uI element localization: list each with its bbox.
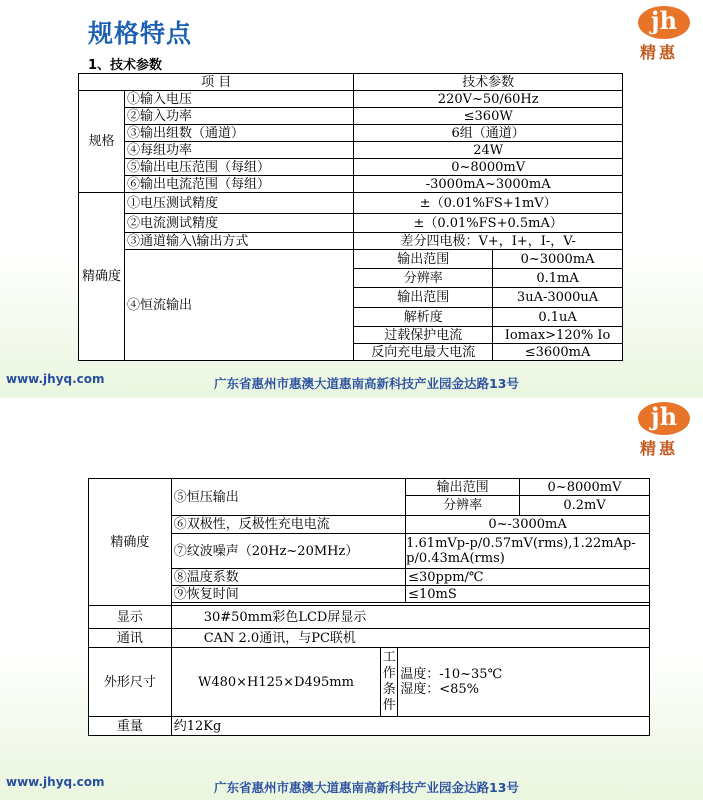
- ripple-value-cell: [406, 534, 650, 569]
- weight-value: 约12Kg: [171, 717, 649, 736]
- size-value: W480×H125×D495mm: [171, 648, 381, 717]
- row-item: ⑧温度系数: [171, 569, 405, 586]
- cc-output-label: ④恒流输出: [124, 250, 353, 361]
- cc-value: Iomax>120% Io: [493, 327, 623, 344]
- display-value: 30#50mm彩色LCD屏显示: [171, 606, 649, 629]
- cv-value: 0~8000mV: [520, 479, 650, 496]
- cc-key: 过载保护电流: [354, 327, 493, 344]
- company-logo: [635, 402, 695, 460]
- table-row: [79, 233, 623, 250]
- table-row: [79, 159, 623, 176]
- company-logo: [635, 6, 695, 64]
- row-value: 0~-3000mA: [406, 516, 650, 534]
- logo-text: 精惠: [640, 439, 679, 458]
- weight-label: 重量: [89, 717, 172, 736]
- cond-char: 件: [382, 698, 396, 713]
- group-accuracy: 精确度: [79, 193, 125, 361]
- cv-value: 0.2mV: [520, 496, 650, 516]
- header-item: 项 目: [79, 74, 354, 91]
- table-row: [89, 629, 650, 648]
- cv-key: 输出范围: [406, 479, 520, 496]
- table-row: [89, 569, 650, 586]
- logo-mark: jh: [638, 402, 690, 435]
- row-item: ⑤输出电压范围（每组）: [124, 159, 353, 176]
- cc-key: 输出范围: [354, 250, 493, 269]
- row-item: ①输入电压: [124, 91, 353, 108]
- cv-key: 分辨率: [406, 496, 520, 516]
- row-item: ②输入功率: [124, 108, 353, 125]
- cc-key: 反向充电最大电流: [354, 344, 493, 361]
- table-row: [79, 142, 623, 159]
- spec-table-1: [78, 73, 623, 361]
- cc-key: 分辨率: [354, 269, 493, 288]
- table-row: [79, 214, 623, 233]
- temp-range: 温度：-10~35℃: [400, 667, 503, 682]
- cc-key: 解析度: [354, 308, 493, 327]
- logo-text: 精惠: [640, 43, 679, 62]
- group-spec: 规格: [79, 91, 125, 193]
- footer-address: 广东省惠州市惠澳大道惠南高新科技产业园金达路13号: [214, 376, 519, 391]
- section-subtitle: 1、技术参数: [88, 58, 163, 73]
- table-row: [79, 125, 623, 142]
- row-item: ②电流测试精度: [124, 214, 353, 233]
- table-row: [79, 91, 623, 108]
- comm-label: 通讯: [89, 629, 172, 648]
- table-row: [79, 176, 623, 193]
- row-value: p/0.43mA(rms): [406, 551, 505, 566]
- cv-output-label: ⑤恒压输出: [171, 479, 405, 516]
- cc-key: 输出范围: [354, 288, 493, 308]
- display-label: 显示: [89, 606, 172, 629]
- header-param: 技术参数: [354, 74, 623, 91]
- row-value: 0~8000mV: [354, 159, 623, 176]
- table-row: [89, 516, 650, 534]
- table-row: [89, 606, 650, 629]
- cc-value: 3uA-3000uA: [493, 288, 623, 308]
- humidity-range: 湿度：<85%: [400, 682, 479, 697]
- cc-value: ≤3600mA: [493, 344, 623, 361]
- cond-char: 条: [382, 682, 396, 697]
- row-item: ⑦纹波噪声（20Hz~20MHz）: [171, 534, 405, 569]
- row-value: ≤10mS: [406, 586, 650, 603]
- table-row: [89, 586, 650, 603]
- work-condition-value: [398, 648, 650, 717]
- slide-2: [0, 400, 703, 800]
- row-item: ③通道输入\输出方式: [124, 233, 353, 250]
- spec-table-2: [88, 478, 650, 736]
- row-value: 1.61mVp-p/0.57mV(rms),1.22mAp-: [406, 536, 636, 551]
- comm-value: CAN 2.0通讯，与PC联机: [171, 629, 649, 648]
- row-value: 6组（通道）: [354, 125, 623, 142]
- row-item: ⑥输出电流范围（每组）: [124, 176, 353, 193]
- row-item: ①电压测试精度: [124, 193, 353, 214]
- cond-char: 工: [382, 650, 396, 665]
- row-item: ⑥双极性，反极性充电电流: [171, 516, 405, 534]
- table-row: [79, 193, 623, 214]
- table-row: [79, 250, 623, 269]
- row-value: -3000mA~3000mA: [354, 176, 623, 193]
- cc-value: 0.1mA: [493, 269, 623, 288]
- logo-mark: jh: [638, 6, 690, 39]
- cc-value: 0~3000mA: [493, 250, 623, 269]
- cc-value: 0.1uA: [493, 308, 623, 327]
- row-value: 差分四电极：V+，I+，I-，V-: [354, 233, 623, 250]
- table-row: [89, 648, 650, 717]
- table-row: [89, 479, 650, 496]
- footer-url: www.jhyq.com: [6, 372, 105, 386]
- table-row: [89, 534, 650, 569]
- page-title: 规格特点: [88, 19, 193, 48]
- size-label: 外形尺寸: [89, 648, 172, 717]
- group-accuracy: 精确度: [89, 479, 172, 606]
- cond-char: 作: [382, 666, 396, 681]
- work-condition-label: [381, 648, 398, 717]
- row-item: ⑨恢复时间: [171, 586, 405, 603]
- row-value: 220V~50/60Hz: [354, 91, 623, 108]
- row-item: ③输出组数（通道）: [124, 125, 353, 142]
- row-item: ④每组功率: [124, 142, 353, 159]
- row-value: ≤30ppm/℃: [406, 569, 650, 586]
- table-header-row: [79, 74, 623, 91]
- row-value: ±（0.01%FS+1mV）: [354, 193, 623, 214]
- row-value: ±（0.01%FS+0.5mA）: [354, 214, 623, 233]
- table-row: [89, 717, 650, 736]
- row-value: 24W: [354, 142, 623, 159]
- footer-url: www.jhyq.com: [6, 775, 105, 789]
- row-value: ≤360W: [354, 108, 623, 125]
- table-row: [79, 108, 623, 125]
- footer-address: 广东省惠州市惠澳大道惠南高新科技产业园金达路13号: [214, 780, 519, 795]
